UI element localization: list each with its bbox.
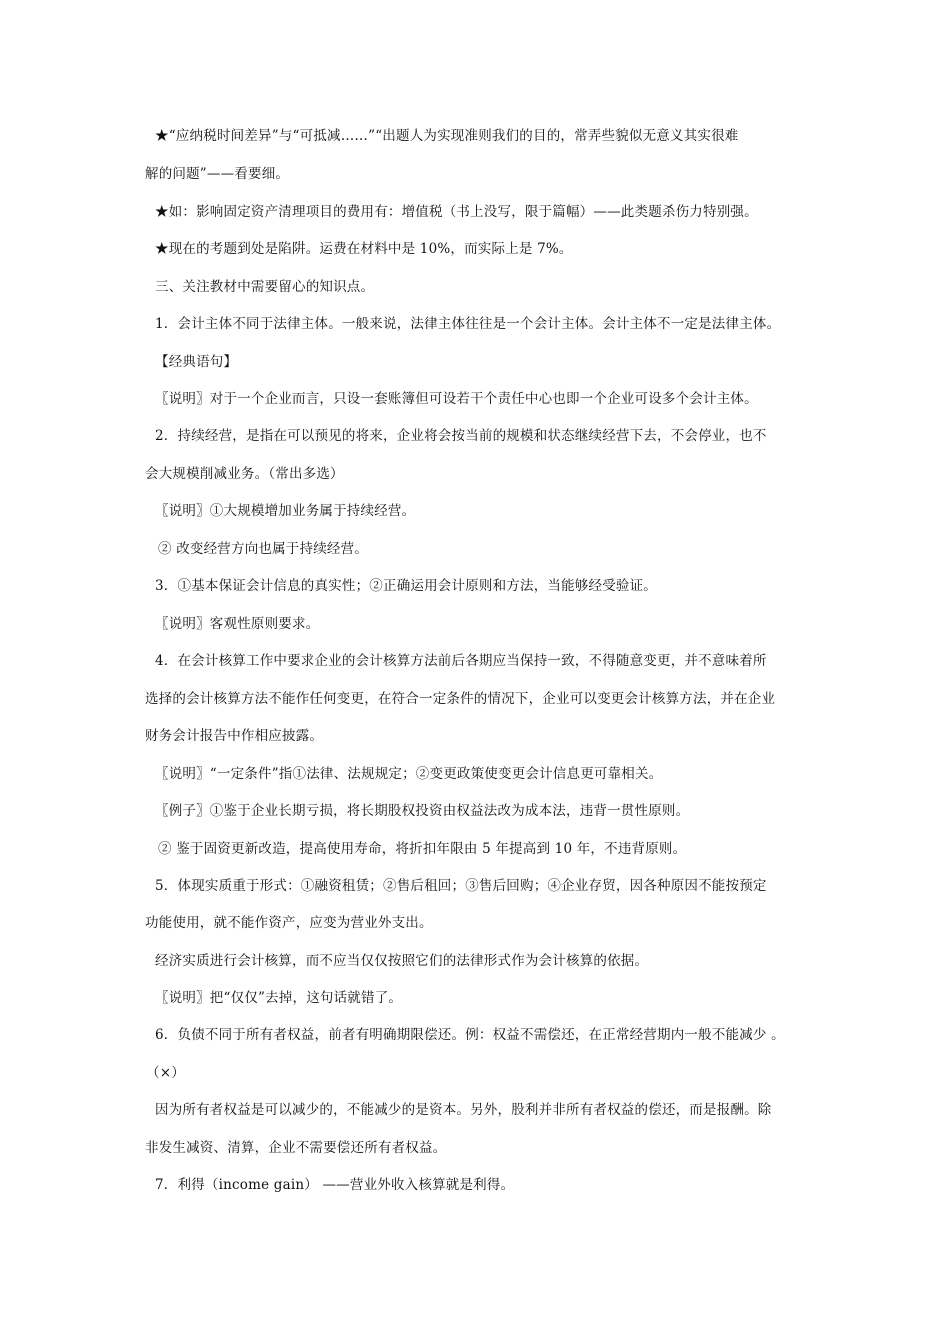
paragraph-line: 〖说明〗把“仅仅”去掉，这句话就错了。 <box>155 990 403 1006</box>
paragraph-line: 〖说明〗客观性原则要求。 <box>155 616 320 632</box>
paragraph-line: 选择的会计核算方法不能作任何变更，在符合一定条件的情况下，企业可以变更会计核算方法，并在企业 <box>145 691 776 707</box>
paragraph-line: 4．在会计核算工作中要求企业的会计核算方法前后各期应当保持一致，不得随意变更，并不意味着所 <box>155 653 767 669</box>
paragraph-line: 1．会计主体不同于法律主体。一般来说，法律主体往往是一个会计主体。会计主体不一定是法律主体。 <box>155 316 781 332</box>
paragraph-line: 因为所有者权益是可以减少的，不能减少的是资本。另外，股利并非所有者权益的偿还，而是报酬。除 <box>155 1102 772 1118</box>
paragraph-line: 〖例子〗①鉴于企业长期亏损，将长期股权投资由权益法改为成本法，违背一贯性原则。 <box>155 803 690 819</box>
paragraph-line: 〖说明〗“一定条件”指①法律、法规规定；②变更政策使变更会计信息更可靠相关。 <box>155 766 663 782</box>
paragraph-line: 2．持续经营，是指在可以预见的将来，企业将会按当前的规模和状态继续经营下去，不会停业，也不 <box>155 428 767 444</box>
paragraph-line: 财务会计报告中作相应披露。 <box>145 728 324 744</box>
paragraph-line: 功能使用，就不能作资产，应变为营业外支出。 <box>145 915 433 931</box>
paragraph-line: 5．体现实质重于形式：①融资租赁；②售后租回；③售后回购；④企业存贸，因各种原因不能按预定 <box>155 878 767 894</box>
paragraph-line: （×） <box>146 1065 185 1081</box>
paragraph-line: 〖说明〗①大规模增加业务属于持续经营。 <box>155 503 416 519</box>
paragraph-line: 6．负债不同于所有者权益，前者有明确期限偿还。例：权益不需偿还，在正常经营期内一般不能减少 。 <box>155 1027 785 1043</box>
paragraph-line: ★如：影响固定资产清理项目的费用有：增值税（书上没写，限于篇幅）——此类题杀伤力特别强。 <box>155 204 758 220</box>
paragraph-line: 解的问题”——看要细。 <box>145 166 290 182</box>
paragraph-line: 3．①基本保证会计信息的真实性；②正确运用会计原则和方法，当能够经受验证。 <box>155 578 657 594</box>
paragraph-line: 7．利得（income gain） ——营业外收入核算就是利得。 <box>155 1177 515 1193</box>
paragraph-line: ★现在的考题到处是陷阱。运费在材料中是 10%，而实际上是 7%。 <box>155 241 573 257</box>
paragraph-line: ② 改变经营方向也属于持续经营。 <box>158 541 368 557</box>
section-heading: 三、关注教材中需要留心的知识点。 <box>155 279 375 295</box>
subheading: 【经典语句】 <box>155 354 238 370</box>
paragraph-line: 〖说明〗对于一个企业而言，只设一套账簿但可设若干个责任中心也即一个企业可设多个会计主体。 <box>155 391 758 407</box>
paragraph-line: ★“应纳税时间差异”与“可抵减……”“出题人为实现准则我们的目的，常弄些貌似无意义其实很难 <box>155 128 739 144</box>
paragraph-line: 经济实质进行会计核算，而不应当仅仅按照它们的法律形式作为会计核算的依据。 <box>155 953 649 969</box>
paragraph-line: ② 鉴于固资更新改造，提高使用寿命，将折扣年限由 5 年提高到 10 年，不违背原则。 <box>158 841 687 857</box>
paragraph-line: 非发生减资、清算，企业不需要偿还所有者权益。 <box>145 1140 447 1156</box>
paragraph-line: 会大规模削减业务。（常出多选） <box>145 466 344 482</box>
